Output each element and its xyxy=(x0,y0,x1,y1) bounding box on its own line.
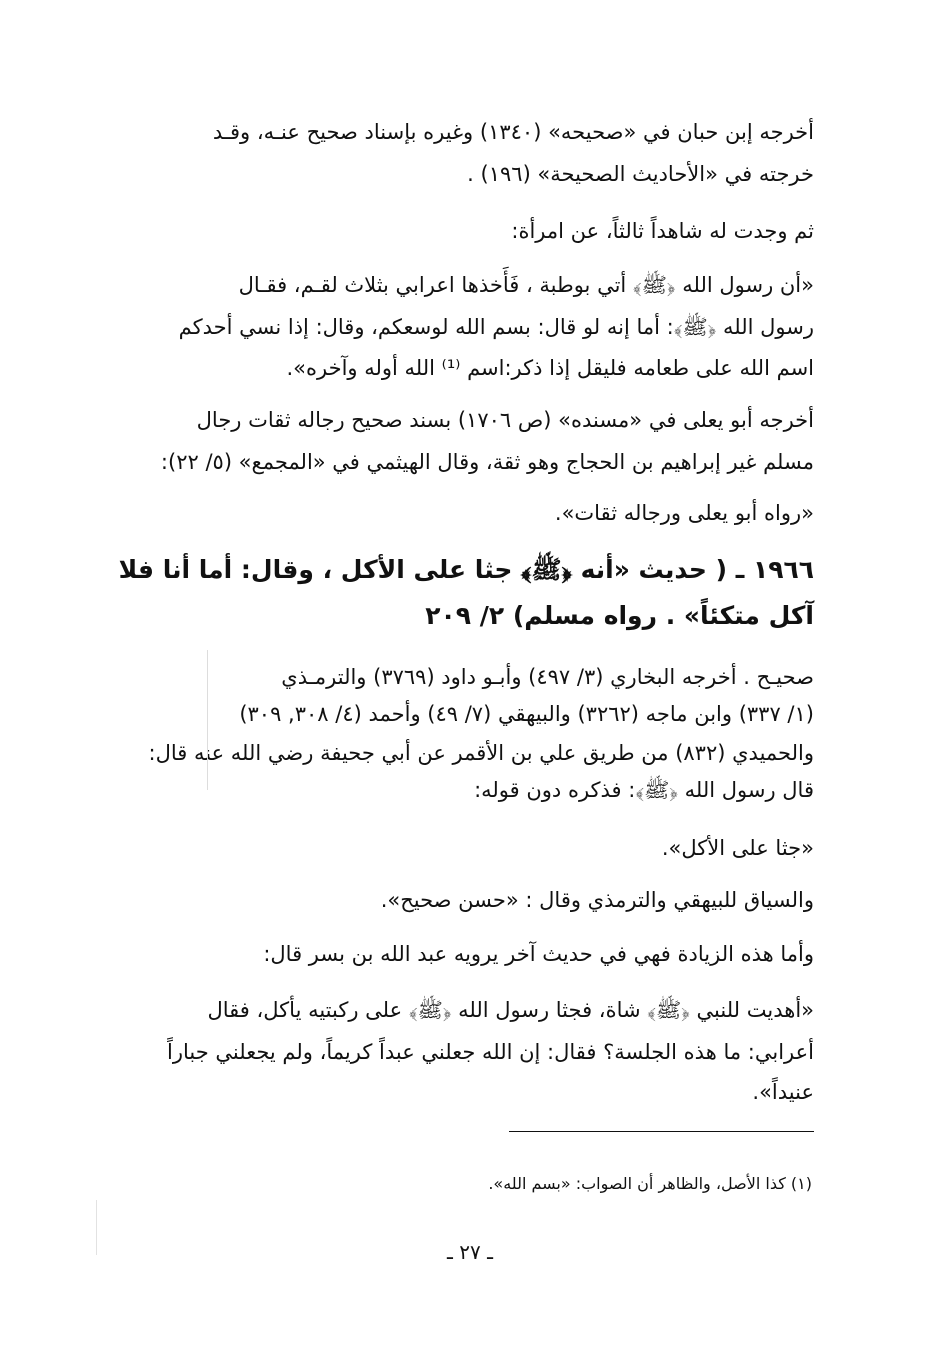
text-line-20: أعرابي: ما هذه الجلسة؟ فقال: إن الله جعلني عبداً كريماً، ولم يجعلني جباراً xyxy=(167,1040,814,1064)
text-line-7: أخرجه أبو يعلى في «مسنده» (ص ١٧٠٦) بسند صحيح رجاله ثقات رجال xyxy=(196,408,814,432)
text-line-13: (١/ ٣٣٧) وابن ماجه (٣٢٦٢) والبيهقي (٧/ ٤٩) وأحمد (٤/ ٣٠٨, ٣٠٩) xyxy=(239,702,814,726)
text-line-16: «جثا على الأكل». xyxy=(661,836,814,860)
footnote-separator xyxy=(509,1131,814,1132)
footnote: (١) كذا الأصل، والظاهر أن الصواب: «بسم الله». xyxy=(488,1174,812,1193)
text-line-3: ثم وجدت له شاهداً ثالثاً، عن امرأة: xyxy=(511,219,814,243)
text-line-18: وأما هذه الزيادة فهي في حديث آخر يرويه عبد الله بن بسر قال: xyxy=(263,942,814,966)
text-line-2: خرجته في «الأحاديث الصحيحة» (١٩٦) . xyxy=(467,162,814,186)
text-line-21: عنيداً». xyxy=(752,1080,814,1104)
text-line-5: رسول الله ﴿ﷺ﴾: أما إنه لو قال: بسم الله لوسعكم، وقال: إذا نسي أحدكم xyxy=(178,315,814,339)
hadith-heading-line-2: آكل متكئاً» . رواه مسلم) ٢/ ٢٠٩ xyxy=(425,601,814,630)
text-line-8: مسلم غير إبراهيم بن الحجاج وهو ثقة، وقال الهيثمي في «المجمع» (٥/ ٢٢): xyxy=(160,450,814,474)
scan-artifact-line xyxy=(96,1200,97,1255)
text-line-4: «أن رسول الله ﴿ﷺ﴾ أتي بوطبة ، فَأَخذها اعرابي بثلاث لقـم، فقـال xyxy=(238,273,814,297)
text-line-14: والحميدي (٨٣٢) من طريق علي بن الأقمر عن أبي جحيفة رضي الله عنه قال: xyxy=(148,741,814,765)
text-line-19: «أهديت للنبي ﴿ﷺ﴾ شاة، فجثا رسول الله ﴿ﷺ﴾ على ركبتيه يأكل، فقال xyxy=(207,998,814,1022)
text-line-15: قال رسول الله ﴿ﷺ﴾: فذكره دون قوله: xyxy=(474,778,814,802)
text-line-9: «رواه أبو يعلى ورجاله ثقات». xyxy=(554,501,814,525)
scan-artifact-line xyxy=(207,650,208,790)
text-line-1: أخرجه إبن حبان في «صحيحه» (١٣٤٠) وغيره بإسناد صحيح عنـه، وقـد xyxy=(212,120,814,144)
text-line-6: اسم الله على طعامه فليقل إذا ذكر:اسم ⁽¹⁾ الله أوله وآخره». xyxy=(286,356,814,380)
text-line-12: صحيـح . أخرجه البخاري (٣/ ٤٩٧) وأبـو داود (٣٧٦٩) والترمـذي xyxy=(281,665,814,689)
hadith-heading-line-1: ١٩٦٦ ـ ( حديث «أنه ﴿ﷺ﴾ جثا على الأكل ، وقال: أما أنا فلا xyxy=(118,555,814,584)
page-number: ـ ٢٧ ـ xyxy=(447,1240,493,1264)
text-line-17: والسياق للبيهقي والترمذي وقال : «حسن صحيح». xyxy=(380,888,814,912)
